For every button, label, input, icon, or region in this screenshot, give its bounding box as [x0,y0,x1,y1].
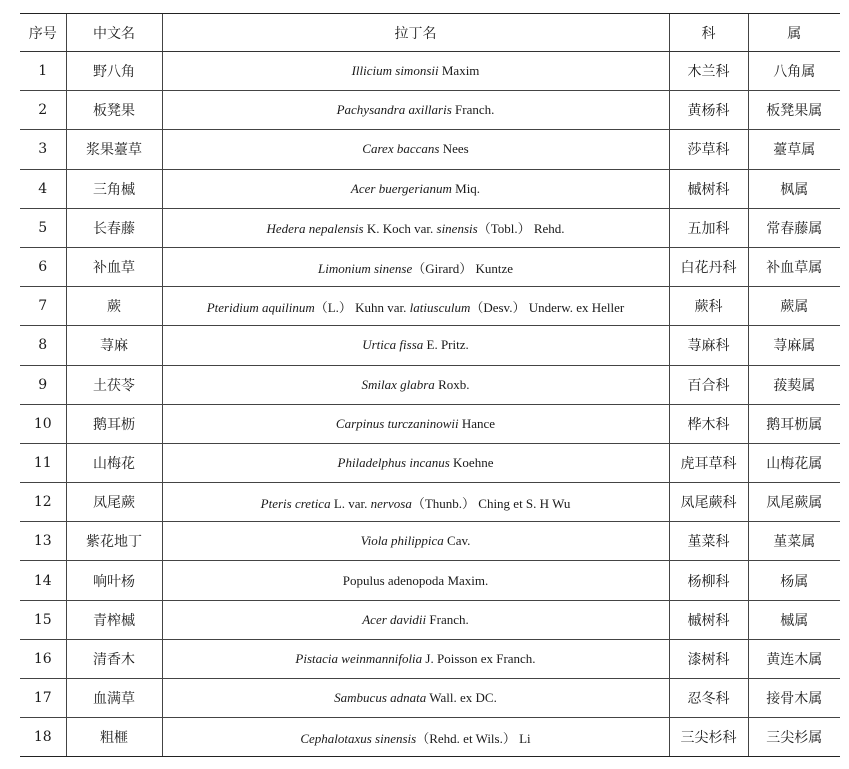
latin-name-plain-part: J. Poisson ex Franch. [422,650,536,666]
cell-family: 槭树科 [669,169,748,208]
cell-family: 木兰科 [669,52,748,91]
latin-name-plain-part: E. Pritz. [423,337,469,353]
latin-name-plain-part: Hance [458,415,496,431]
cell-chinese-name: 凤尾蕨 [66,483,162,522]
cell-serial-number: 13 [20,522,66,561]
header-chinese-name: 中文名 [66,14,162,52]
table-row [20,91,840,130]
cell-serial-number: 3 [20,130,66,169]
cell-genus: 杨属 [748,561,840,600]
latin-name-italic-part: Limonium sinense [318,260,413,276]
cell-latin-name [162,52,669,91]
latin-name-italic-part: Acer davidii [362,611,427,627]
cell-genus: 荨麻属 [748,326,840,365]
latin-name-plain-part: （Desv.） Underw. ex Heller [470,299,625,315]
cell-chinese-name: 补血草 [66,247,162,286]
latin-name-plain-part: （Rehd. et Wils.） Li [416,730,531,746]
latin-name-plain-part: Wall. ex DC. [426,690,497,706]
species-table [20,13,840,757]
cell-latin-name [162,561,669,600]
cell-genus: 槭属 [748,600,840,639]
cell-serial-number: 5 [20,208,66,247]
cell-chinese-name: 浆果薹草 [66,130,162,169]
cell-genus: 板凳果属 [748,91,840,130]
table-row [20,404,840,443]
cell-chinese-name: 青榨槭 [66,600,162,639]
cell-family: 五加科 [669,208,748,247]
cell-serial-number: 17 [20,679,66,718]
cell-latin-name [162,443,669,482]
cell-serial-number: 4 [20,169,66,208]
table-row [20,522,840,561]
cell-chinese-name: 鹅耳枥 [66,404,162,443]
cell-latin-name [162,247,669,286]
latin-name-plain-part: （Thunb.） Ching et S. H Wu [411,495,571,511]
cell-genus: 鹅耳枥属 [748,404,840,443]
cell-genus: 凤尾蕨属 [748,483,840,522]
cell-family: 白花丹科 [669,247,748,286]
latin-name-italic-part: Cephalotaxus sinensis [300,730,417,746]
header-serial-number: 序号 [20,14,66,52]
latin-name-plain-part: L. var. [330,495,371,511]
cell-chinese-name: 响叶杨 [66,561,162,600]
latin-name-italic-part: Pteridium aquilinum [206,299,315,315]
cell-genus: 八角属 [748,52,840,91]
latin-name-italic-part: Pachysandra axillaris [336,102,452,118]
cell-latin-name [162,91,669,130]
latin-name-italic-part: sinensis [436,221,478,237]
cell-serial-number: 12 [20,483,66,522]
cell-chinese-name: 土茯苓 [66,365,162,404]
latin-name-plain-part: Miq. [451,180,481,196]
cell-genus: 接骨木属 [748,679,840,718]
cell-chinese-name: 血满草 [66,679,162,718]
latin-name-italic-part: Hedera nepalensis [266,221,364,237]
cell-genus: 补血草属 [748,247,840,286]
cell-family: 虎耳草科 [669,443,748,482]
cell-genus: 黄连木属 [748,639,840,678]
table-row [20,600,840,639]
cell-latin-name [162,208,669,247]
table-row [20,483,840,522]
table-row [20,130,840,169]
cell-latin-name [162,639,669,678]
table-row [20,287,840,326]
cell-family: 荨麻科 [669,326,748,365]
latin-name-italic-part: Sambucus adnata [334,690,427,706]
cell-genus: 枫属 [748,169,840,208]
cell-family: 黄杨科 [669,91,748,130]
cell-serial-number: 16 [20,639,66,678]
cell-chinese-name: 蕨 [66,287,162,326]
latin-name-italic-part: Illicium simonsii [351,63,439,79]
cell-latin-name [162,718,669,757]
cell-family: 杨柳科 [669,561,748,600]
cell-serial-number: 18 [20,718,66,757]
cell-chinese-name: 长春藤 [66,208,162,247]
table-row [20,639,840,678]
species-table-container [20,13,840,757]
cell-genus: 堇菜属 [748,522,840,561]
cell-serial-number: 15 [20,600,66,639]
latin-name-italic-part: Urtica fissa [362,337,424,353]
cell-genus: 菝葜属 [748,365,840,404]
table-row [20,679,840,718]
cell-serial-number: 1 [20,52,66,91]
latin-name-plain-part: Franch. [451,102,495,118]
cell-chinese-name: 山梅花 [66,443,162,482]
cell-genus: 三尖杉属 [748,718,840,757]
latin-name-plain-part: Maxim [438,63,480,79]
cell-chinese-name: 三角槭 [66,169,162,208]
cell-family: 槭树科 [669,600,748,639]
latin-name-italic-part: latiusculum [409,299,471,315]
cell-chinese-name: 紫花地丁 [66,522,162,561]
latin-name-plain-part: （Girard） Kuntze [412,260,513,276]
cell-latin-name [162,365,669,404]
cell-chinese-name: 粗榧 [66,718,162,757]
header-latin-name: 拉丁名 [162,14,669,52]
cell-genus: 常春藤属 [748,208,840,247]
cell-serial-number: 14 [20,561,66,600]
header-family: 科 [669,14,748,52]
cell-serial-number: 10 [20,404,66,443]
latin-name-plain-part: Roxb. [434,376,470,392]
cell-latin-name [162,287,669,326]
cell-family: 漆树科 [669,639,748,678]
cell-serial-number: 7 [20,287,66,326]
cell-latin-name [162,679,669,718]
cell-chinese-name: 野八角 [66,52,162,91]
table-header [20,14,840,52]
table-row [20,169,840,208]
table-row [20,718,840,757]
latin-name-plain-part: （Tobl.） Rehd. [477,221,565,237]
cell-latin-name [162,522,669,561]
latin-name-plain-part: Nees [439,141,469,157]
cell-family: 百合科 [669,365,748,404]
latin-name-italic-part: Pteris cretica [260,495,331,511]
latin-name-plain-part: Cav. [443,533,471,549]
latin-name-plain-part: Koehne [449,454,494,470]
cell-chinese-name: 清香木 [66,639,162,678]
latin-name-italic-part: Carex baccans [362,141,440,157]
latin-name-italic-part: Pistacia weinmannifolia [295,650,423,666]
cell-family: 凤尾蕨科 [669,483,748,522]
header-genus: 属 [748,14,840,52]
latin-name-italic-part: Viola philippica [360,533,444,549]
latin-name-plain-part: K. Koch var. [363,221,437,237]
cell-latin-name [162,404,669,443]
cell-latin-name [162,326,669,365]
cell-family: 三尖杉科 [669,718,748,757]
table-row [20,247,840,286]
cell-family: 堇菜科 [669,522,748,561]
latin-name-italic-part: Philadelphus incanus [337,454,450,470]
cell-chinese-name: 板凳果 [66,91,162,130]
latin-name-italic-part: nervosa [370,495,412,511]
cell-genus: 山梅花属 [748,443,840,482]
cell-family: 莎草科 [669,130,748,169]
cell-latin-name [162,130,669,169]
cell-latin-name [162,169,669,208]
table-row [20,365,840,404]
latin-name-plain-part: Franch. [426,611,469,627]
header-row [20,14,840,52]
cell-genus: 蕨属 [748,287,840,326]
cell-serial-number: 11 [20,443,66,482]
cell-latin-name [162,483,669,522]
cell-serial-number: 2 [20,91,66,130]
table-row [20,208,840,247]
latin-name-italic-part: Smilax glabra [361,376,435,392]
cell-family: 蕨科 [669,287,748,326]
cell-serial-number: 9 [20,365,66,404]
table-body [20,52,840,757]
cell-genus: 薹草属 [748,130,840,169]
latin-name-italic-part: Acer buergerianum [350,180,452,196]
cell-chinese-name: 荨麻 [66,326,162,365]
table-row [20,561,840,600]
latin-name-plain-part: （L.） Kuhn var. [314,299,410,315]
cell-serial-number: 8 [20,326,66,365]
latin-name-italic-part: Carpinus turczaninowii [335,415,459,431]
table-row [20,326,840,365]
cell-family: 桦木科 [669,404,748,443]
cell-family: 忍冬科 [669,679,748,718]
cell-latin-name [162,600,669,639]
latin-name-plain-part: Populus adenopoda Maxim. [342,572,489,588]
cell-serial-number: 6 [20,247,66,286]
table-row [20,52,840,91]
table-row [20,443,840,482]
